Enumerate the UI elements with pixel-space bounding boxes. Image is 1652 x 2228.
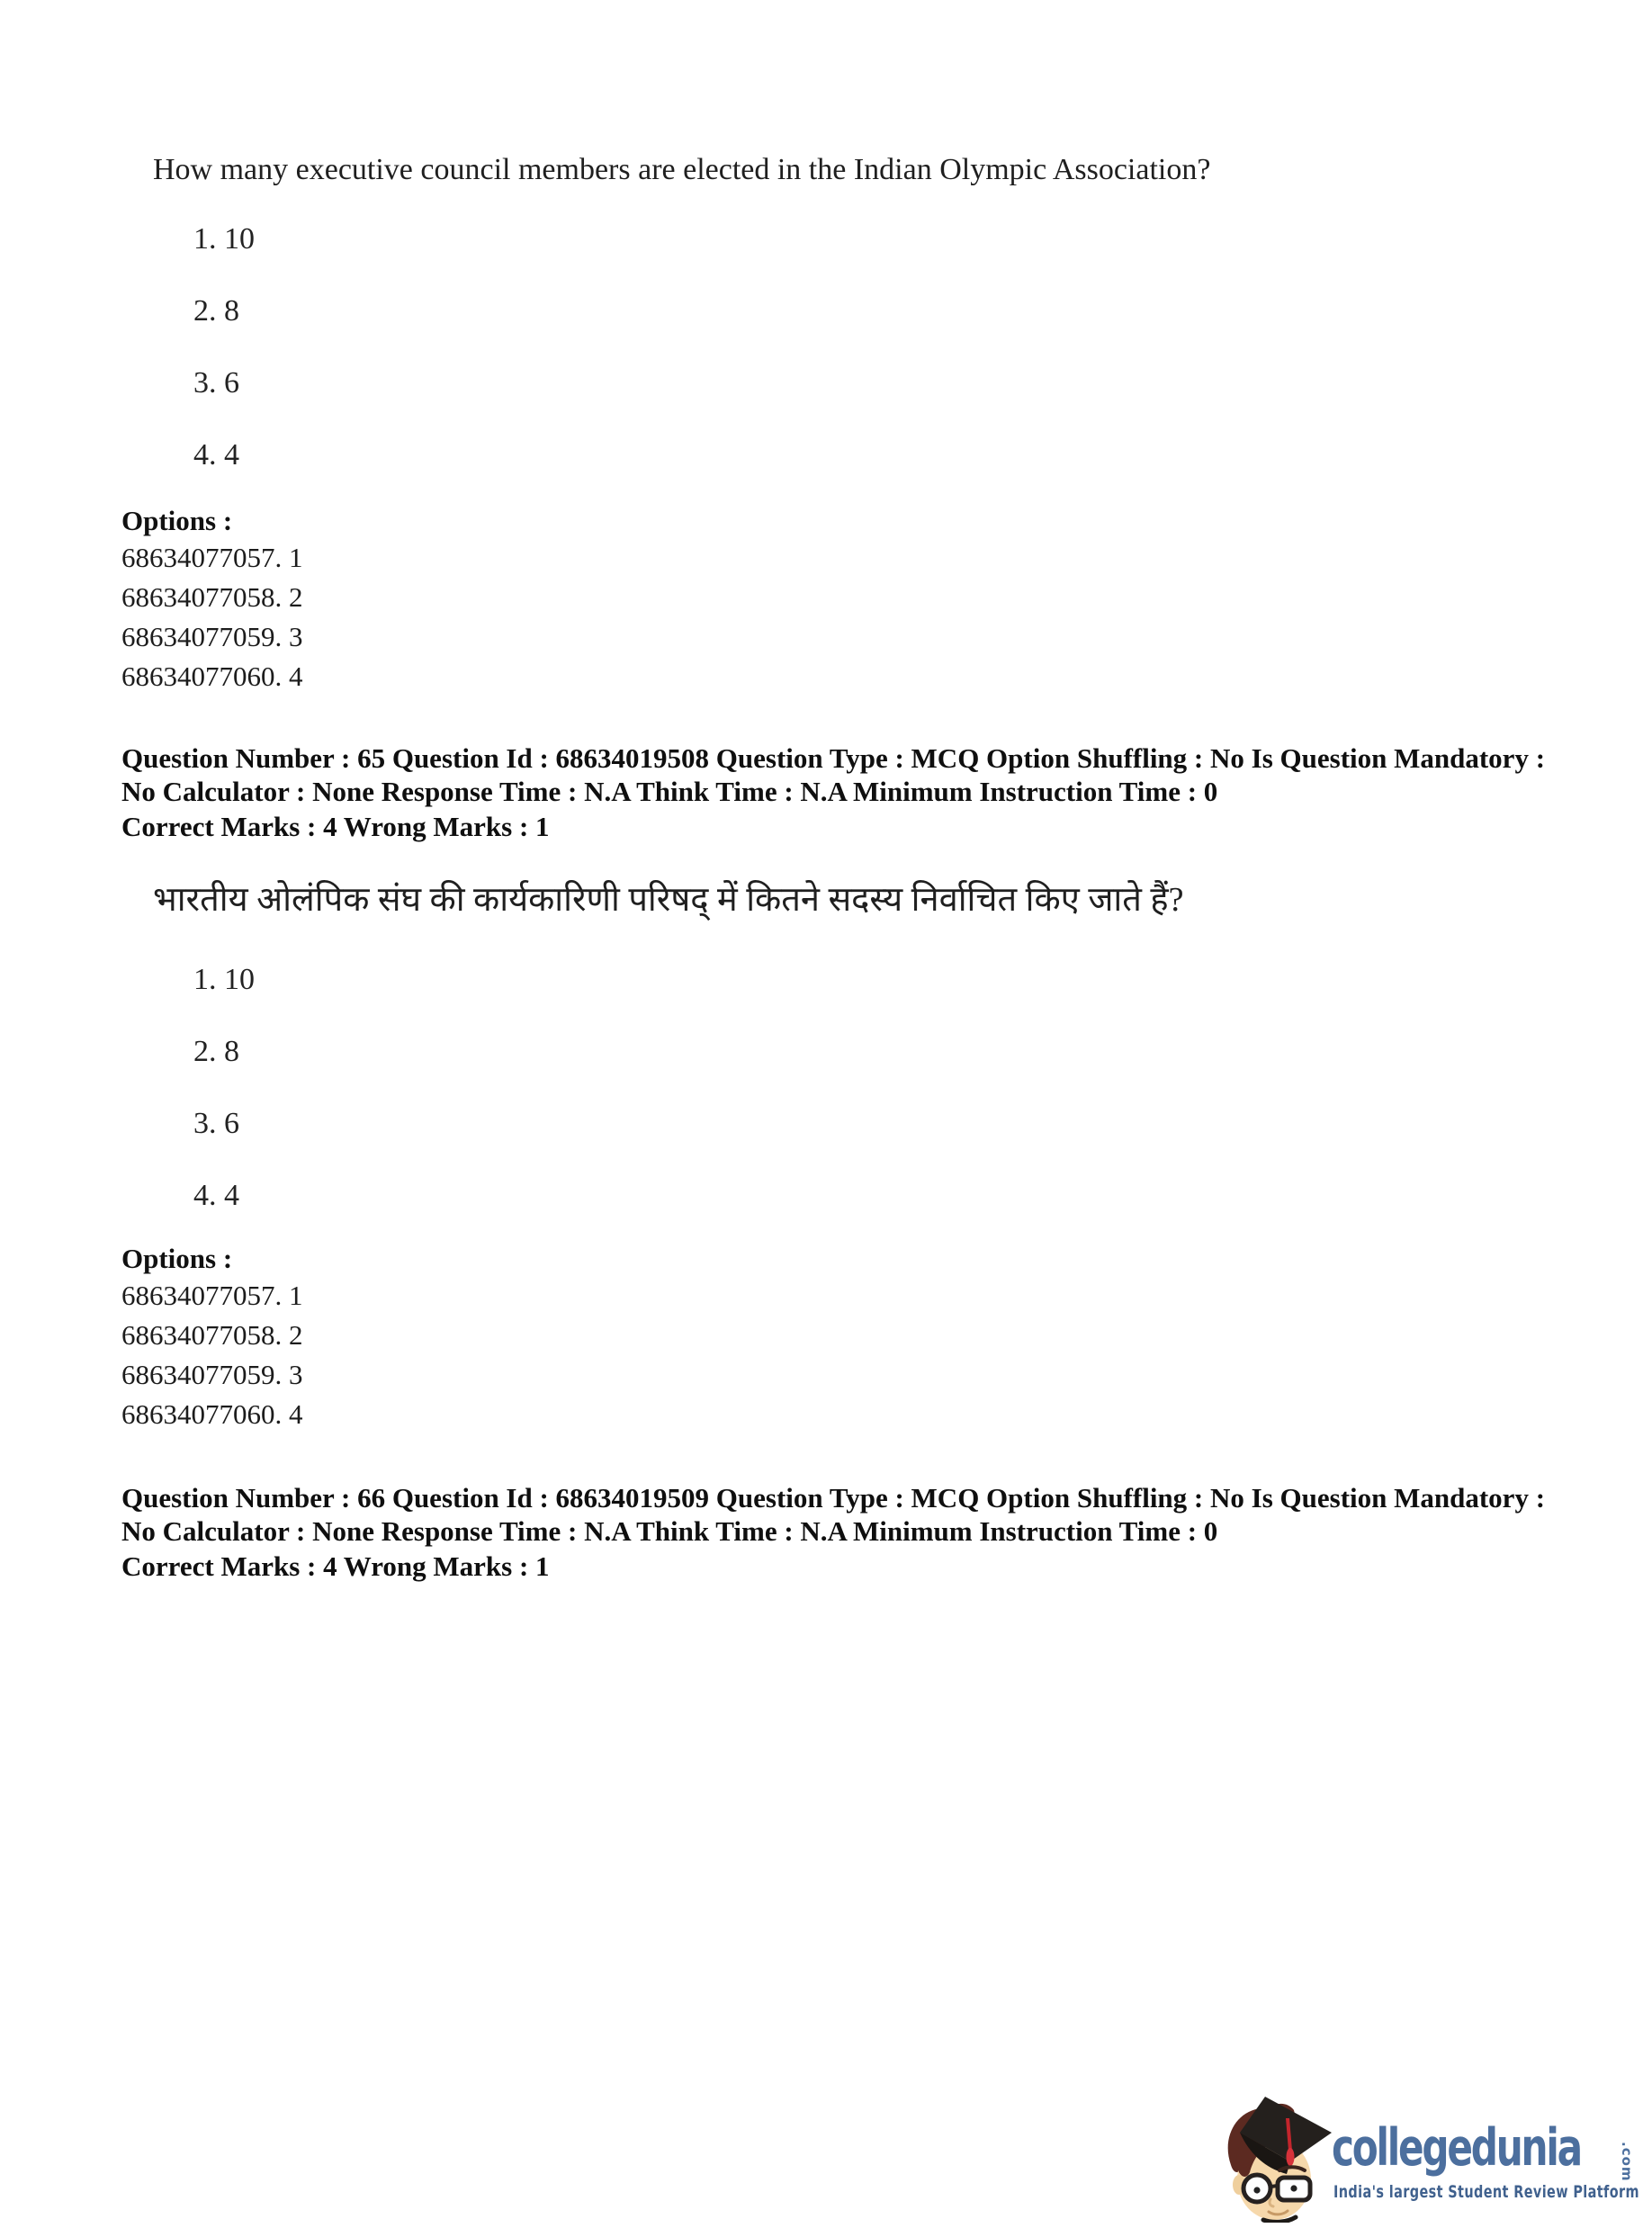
mcq-option: 1. 10: [193, 222, 255, 256]
metadata-line: No Calculator : None Response Time : N.A Think Time : N.A Minimum Instruction Time : 0: [121, 1515, 1218, 1547]
question-text-hindi: भारतीय ओलंपिक संघ की कार्यकारिणी परिषद् में कितने सदस्य निर्वाचित किए जाते हैं?: [153, 881, 1184, 919]
option-id-list: [121, 538, 303, 696]
collegedunia-dotcom-label: .com: [1619, 2142, 1635, 2182]
option-id: 68634077059. 3: [121, 621, 303, 652]
mcq-option: 3. 6: [193, 1107, 239, 1140]
options-header: Options :: [121, 1243, 233, 1274]
collegedunia-tagline: India's largest Student Review Platform: [1333, 2182, 1639, 2202]
option-id-list: [121, 1276, 303, 1434]
option-id: 68634077057. 1: [121, 542, 303, 573]
mcq-option: 1. 10: [193, 963, 255, 996]
option-id: 68634077060. 4: [121, 660, 303, 692]
mcq-option-list-english: [193, 221, 255, 509]
metadata-marks-line: Correct Marks : 4 Wrong Marks : 1: [121, 1550, 550, 1582]
metadata-line: No Calculator : None Response Time : N.A Think Time : N.A Minimum Instruction Time : 0: [121, 776, 1218, 807]
mcq-option: 4. 4: [193, 1179, 239, 1212]
mcq-option: 3. 6: [193, 366, 239, 400]
metadata-line: Question Number : 65 Question Id : 68634019508 Question Type : MCQ Option Shuffling : No Is Question Mandatory :: [121, 742, 1546, 774]
question-text-english: How many executive council members are elected in the Indian Olympic Association?: [153, 153, 1211, 186]
option-id: 68634077060. 4: [121, 1398, 303, 1430]
mcq-option-list-hindi: [193, 962, 255, 1250]
collegedunia-mascot-icon: [1217, 2095, 1335, 2223]
metadata-line: Question Number : 66 Question Id : 68634019509 Question Type : MCQ Option Shuffling : No Is Question Mandatory :: [121, 1482, 1546, 1514]
question-metadata-66: [121, 1481, 1545, 1583]
collegedunia-wordmark: collegedunia: [1332, 2118, 1581, 2178]
mcq-option: 2. 8: [193, 1035, 239, 1068]
mcq-option: 2. 8: [193, 294, 239, 328]
question-metadata-65: [121, 741, 1545, 843]
options-header: Options :: [121, 505, 233, 536]
option-id: 68634077058. 2: [121, 581, 303, 613]
option-id: 68634077057. 1: [121, 1280, 303, 1311]
option-id: 68634077058. 2: [121, 1319, 303, 1351]
collegedunia-logo: [1217, 2095, 1648, 2228]
mcq-option: 4. 4: [193, 438, 239, 472]
option-id: 68634077059. 3: [121, 1359, 303, 1390]
metadata-marks-line: Correct Marks : 4 Wrong Marks : 1: [121, 811, 550, 842]
